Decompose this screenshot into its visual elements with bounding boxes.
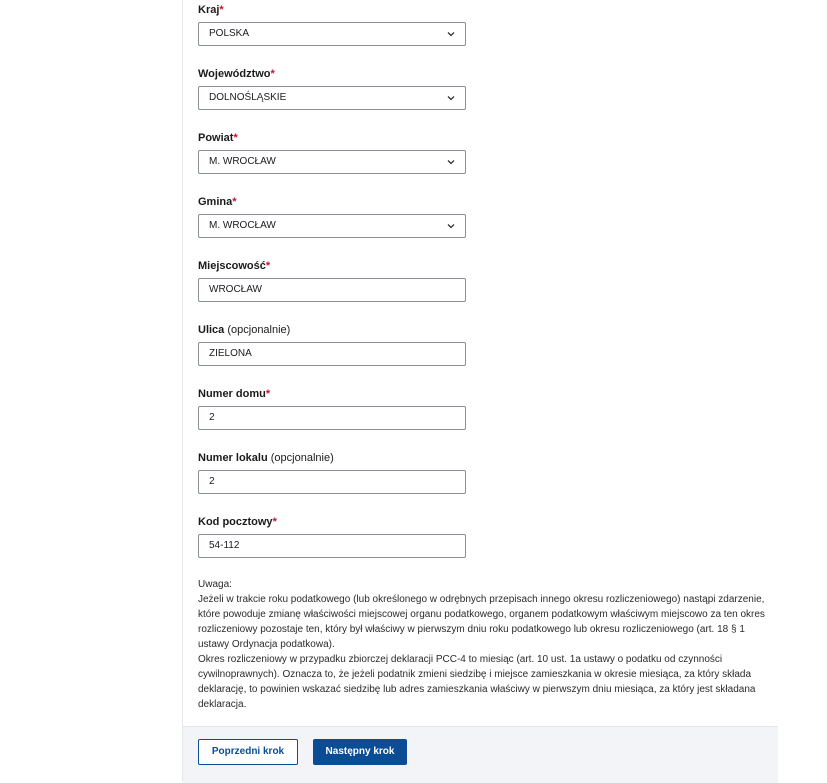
numer-domu-input[interactable]: 2 [198,406,466,430]
kod-pocztowy-input[interactable]: 54-112 [198,534,466,558]
ulica-input[interactable]: ZIELONA [198,342,466,366]
chevron-down-icon [446,93,456,103]
label-ulica: Ulica (opcjonalnie) [198,324,291,336]
kraj-select[interactable] [198,22,466,46]
powiat-select[interactable] [198,150,466,174]
label-kod-pocztowy: Kod pocztowy* [198,516,277,528]
wojewodztwo-select-value: DOLNOŚLĄSKIE [209,92,287,103]
gmina-select-value: M. WROCŁAW [209,220,276,231]
field-miejscowosc [198,259,778,295]
label-numer-lokalu: Numer lokalu (opcjonalnie) [198,452,334,464]
miejscowosc-input[interactable]: WROCŁAW [198,278,466,302]
label-powiat: Powiat* [198,132,238,144]
numer-lokalu-input[interactable]: 2 [198,470,466,494]
chevron-down-icon [446,221,456,231]
form-panel [182,0,778,782]
field-wojewodztwo [198,67,778,103]
label-gmina: Gmina* [198,196,237,208]
chevron-down-icon [446,29,456,39]
gmina-select[interactable] [198,214,466,238]
field-numer-domu [198,387,778,423]
label-wojewodztwo: Województwo* [198,68,275,80]
field-gmina [198,195,778,231]
field-kod-pocztowy [198,515,778,551]
field-ulica [198,323,778,359]
field-kraj [198,3,778,39]
field-powiat [198,131,778,167]
kraj-select-value: POLSKA [209,28,250,39]
next-step-button[interactable]: Następny krok [313,739,407,765]
wojewodztwo-select[interactable] [198,86,466,110]
note-paragraph-2: Okres rozliczeniowy w przypadku zbiorczej deklaracji PCC-4 to miesiąc (art. 10 ust. 1a ustawy o podatku od czynności cywilnoprawnych). Oznacza to, że jeżeli podatnik zmieni siedzibę i miejsce zamieszkania w okresie miesiąca, za który składa deklarację, to powinien wskazać siedzibę lub adres zamieszkania właściwy w pierwszym dniu miesiąca, za który jest składana deklaracja. [198,654,756,710]
prev-step-button[interactable]: Poprzedni krok [198,739,298,765]
label-miejscowosc: Miejscowość* [198,260,271,272]
note-title: Uwaga: [198,579,232,590]
note-paragraph-1: Jeżeli w trakcie roku podatkowego (lub określonego w odrębnych przepisach innego okresu rozliczeniowego) nastąpi zdarzenie, które powoduje zmianę właściwości miejscowej organu podatkowego, organem podatkowym właściwym miejscowo za ten okres rozliczeniowy pozostaje ten, który był właściwy w pierwszym dniu roku podatkowego lub okresu rozliczeniowego (art. 18 § 1 ustawy Ordynacja podatkowa). [198,594,765,650]
form-footer [183,726,778,783]
label-kraj: Kraj* [198,4,224,16]
chevron-down-icon [446,157,456,167]
label-numer-domu: Numer domu* [198,388,271,400]
powiat-select-value: M. WROCŁAW [209,156,276,167]
info-note [198,577,768,712]
field-numer-lokalu [198,451,778,487]
